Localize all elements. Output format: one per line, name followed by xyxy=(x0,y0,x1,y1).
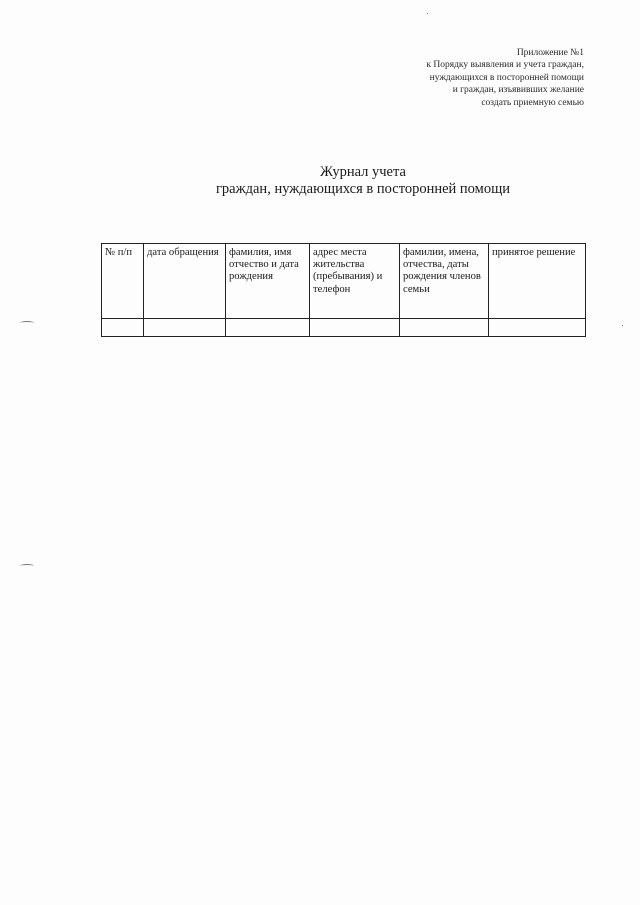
header-family-members: фамилии, имена, отчества, даты рождения членов семьи xyxy=(400,244,489,319)
header-address-phone: адрес места жительства (пребывания) и телефон xyxy=(310,244,400,319)
table-header-row xyxy=(102,244,586,319)
scan-speck xyxy=(427,13,428,14)
appendix-line: Приложение №1 xyxy=(516,48,584,58)
journal-title xyxy=(0,164,640,198)
journal-table xyxy=(101,243,586,337)
table-cell xyxy=(144,319,226,337)
header-request-date: дата обращения xyxy=(144,244,226,319)
appendix-note xyxy=(344,47,584,109)
appendix-line: нуждающихся в посторонней помощи xyxy=(429,72,584,83)
appendix-line: к Порядку выявления и учета граждан, xyxy=(426,60,584,71)
table-cell xyxy=(102,319,144,337)
appendix-line: и граждан, изъявивших желание xyxy=(452,85,584,96)
appendix-line: создать приемную семью xyxy=(481,97,584,108)
table-cell xyxy=(400,319,489,337)
header-full-name-birthdate: фамилия, имя отчество и дата рождения xyxy=(226,244,310,319)
header-decision: принятое решение xyxy=(489,244,586,319)
title-line-1: Журнал учета xyxy=(320,164,406,180)
scan-mark-left-bottom xyxy=(20,564,34,568)
scan-speck-right xyxy=(622,325,623,326)
table-cell xyxy=(310,319,400,337)
table-row xyxy=(102,319,586,337)
scan-mark-left-top xyxy=(20,321,34,325)
header-number: № п/п xyxy=(102,244,144,319)
table-cell xyxy=(226,319,310,337)
title-line-2: граждан, нуждающихся в посторонней помощи xyxy=(215,181,511,197)
table-cell xyxy=(489,319,586,337)
